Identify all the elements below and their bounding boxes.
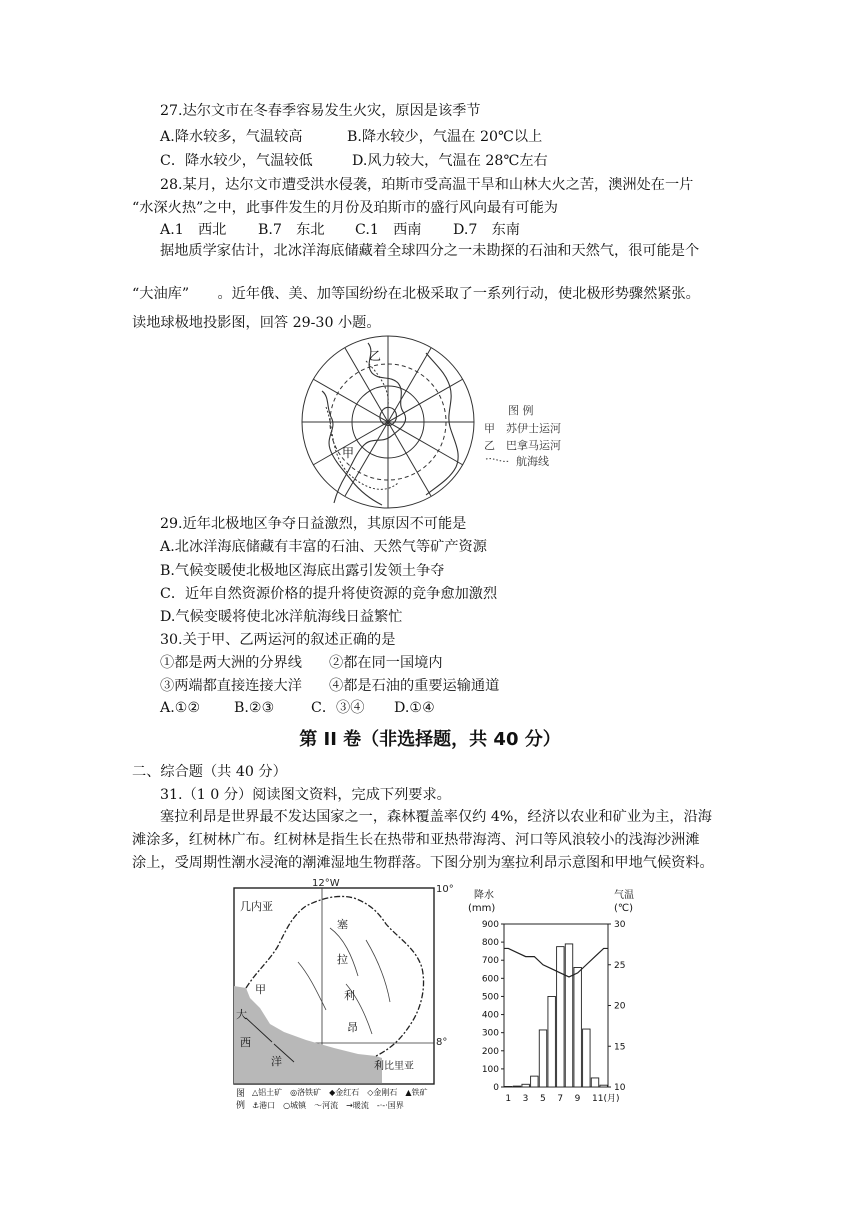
label-jia: 甲 [342, 446, 355, 460]
label-jia-map: 甲 [255, 983, 266, 996]
country-char-1: 塞 [337, 918, 348, 931]
q28-stem-line2: “水深火热”之中，此事件发生的月份及珀斯市的盛行风向最有可能为 [132, 200, 558, 216]
q27-stem: 27.达尔文市在冬春季容易发生火灾，原因是该季节 [160, 103, 481, 119]
q28-option-d: D.7 东南 [453, 222, 520, 238]
legend-route-line [486, 459, 510, 462]
ocean-area [234, 986, 382, 1084]
right-axis-unit: (℃) [614, 903, 634, 914]
part2-heading: 二、综合题（共 40 分） [132, 764, 287, 780]
right-tick-label: 25 [614, 960, 626, 971]
q27-option-b: B.降水较少，气温在 20℃以上 [347, 129, 543, 145]
legend-jia: 甲 苏伊士运河 [484, 422, 561, 435]
q27-option-a: A.降水较多，气温较高 [160, 129, 303, 145]
polar-map [286, 333, 576, 511]
precip-bar [513, 1086, 520, 1087]
sierra-leone-map [226, 876, 462, 1112]
right-axis-title: 气温 [614, 890, 634, 901]
q30-stem: 30.关于甲、乙两运河的叙述正确的是 [160, 632, 396, 648]
plot-frame [504, 924, 608, 1087]
climate-chart [464, 884, 642, 1110]
precip-bar [539, 1030, 546, 1087]
precip-bar [574, 967, 581, 1087]
precip-bar [522, 1084, 529, 1087]
lat-top-label: 10° [436, 884, 454, 895]
q30-option-a: A.①② [160, 700, 201, 716]
ocean-char-1: 大 [236, 1008, 247, 1021]
legend-title: 图 例 [508, 404, 534, 417]
x-tick-label: 3 [522, 1094, 529, 1104]
legend-row-1: △铝土矿 ◎洛铁矿 ◆金红石 ◇金刚石 ▲铁矿 [252, 1088, 428, 1097]
q30-option-d: D.①④ [394, 700, 435, 716]
x-tick-label: 11(月) [592, 1094, 620, 1104]
label-yi: 乙 [369, 349, 382, 363]
country-char-4: 昂 [347, 1021, 358, 1034]
intro-line3: 读地球极地投影图，回答 29-30 小题。 [132, 315, 381, 331]
q29-option-d: D.气候变暖将使北冰洋航海线日益繁忙 [160, 609, 403, 625]
legend-route: 航海线 [516, 455, 549, 468]
precip-bar [505, 1086, 512, 1087]
q31-para-line1: 塞拉利昂是世界最不发达国家之一，森林覆盖率仅约 4%，经济以农业和矿业为主，沿海 [160, 809, 712, 825]
left-tick-label: 900 [481, 920, 499, 930]
left-axis-unit: (mm) [468, 903, 496, 914]
q30-statement-1: ①都是两大洲的分界线 [160, 655, 302, 671]
route-via-jia [326, 407, 398, 489]
q30-statement-2: ②都在同一国境内 [329, 655, 443, 671]
legend-yi: 乙 巴拿马运河 [484, 439, 561, 452]
intro-line1: 据地质学家估计，北冰洋海底储藏着全球四分之一未勘探的石油和天然气，很可能是个 [160, 243, 700, 259]
precip-bar [557, 947, 564, 1087]
q30-statement-4: ④都是石油的重要运输通道 [329, 678, 500, 694]
q27-option-d: D.风力较大，气温在 28℃左右 [352, 153, 548, 169]
q30-option-b: B.②③ [234, 700, 275, 716]
intro-line2: “大油库” 。近年俄、美、加等国纷纷在北极采取了一系列行动，使北极形势骤然紧张。 [132, 286, 700, 302]
q29-option-c: C．近年自然资源价格的提升将使资源的竞争愈加激烈 [160, 586, 498, 602]
left-tick-label: 100 [481, 1064, 499, 1075]
left-tick-label: 800 [481, 938, 499, 949]
precip-bar [583, 1029, 590, 1087]
q31-para-line2: 滩涂多，红树林广布。红树林是指生长在热带和亚热带海湾、河口等风浪较小的浅海沙洲滩 [132, 832, 700, 848]
left-tick-label: 0 [493, 1083, 499, 1093]
ocean-char-2: 西 [240, 1036, 251, 1049]
precip-bar [565, 944, 572, 1087]
q28-option-c: C.1 西南 [355, 222, 422, 238]
precip-bar [600, 1085, 607, 1087]
left-tick-label: 300 [481, 1028, 499, 1039]
legend-word-2: 例 [236, 1101, 246, 1111]
label-liberia: 利比里亚 [374, 1061, 414, 1072]
precip-bar [548, 996, 555, 1087]
left-tick-label: 600 [481, 974, 499, 985]
q30-option-c: C．③④ [311, 700, 365, 716]
lon-label: 12°W [312, 878, 340, 889]
temperature-line [504, 948, 608, 977]
q31-para-line3: 涂上，受周期性潮水浸淹的潮滩湿地生物群落。下图分别为塞拉利昂示意图和甲地气候资料。 [132, 855, 714, 871]
section-title: 第 II 卷（非选择题，共 40 分） [299, 729, 561, 750]
q28-option-a: A.1 西北 [160, 222, 227, 238]
q28-stem-line1: 28.某月，达尔文市遭受洪水侵袭，珀斯市受高温干旱和山林大火之苦，澳洲处在一片 [160, 177, 694, 193]
right-tick-label: 10 [614, 1083, 626, 1093]
q27-option-c: C．降水较少，气温较低 [160, 153, 313, 169]
q29-stem: 29.近年北极地区争夺日益激烈，其原因不可能是 [160, 516, 467, 532]
left-axis-title: 降水 [474, 890, 494, 901]
precip-bar [531, 1076, 538, 1087]
right-tick-label: 20 [614, 1001, 626, 1012]
right-tick-label: 30 [614, 920, 626, 930]
left-tick-label: 400 [481, 1010, 499, 1021]
legend-word-1: 图 [236, 1089, 246, 1099]
left-tick-label: 700 [481, 956, 499, 967]
label-guinea: 几内亚 [240, 900, 273, 913]
q29-option-b: B.气候变暖使北极地区海底出露引发领土争夺 [160, 563, 445, 579]
right-tick-label: 15 [614, 1042, 626, 1053]
x-tick-label: 9 [574, 1094, 581, 1104]
q31-stem: 31.（1 0 分）阅读图文资料，完成下列要求。 [160, 787, 451, 803]
x-tick-label: 5 [540, 1094, 546, 1104]
x-tick-label: 7 [557, 1094, 564, 1104]
q30-statement-3: ③两端都直接连接大洋 [160, 678, 302, 694]
ocean-char-3: 洋 [271, 1055, 282, 1068]
q28-option-b: B.7 东北 [258, 222, 325, 238]
country-char-2: 拉 [337, 953, 348, 966]
x-tick-label: 1 [505, 1094, 512, 1104]
coastlines [322, 343, 458, 505]
rivers [298, 928, 390, 1034]
left-tick-label: 500 [481, 992, 499, 1003]
q29-option-a: A.北冰洋海底储藏有丰富的石油、天然气等矿产资源 [160, 539, 487, 555]
left-tick-label: 200 [481, 1046, 499, 1057]
precip-bar [591, 1078, 598, 1087]
legend-row-2: ⚓港口 ○城镇 〜河流 →暖流 -·-·国界 [252, 1101, 404, 1110]
lat-bottom-label: 8° [436, 1037, 448, 1048]
country-char-3: 利 [344, 989, 355, 1002]
